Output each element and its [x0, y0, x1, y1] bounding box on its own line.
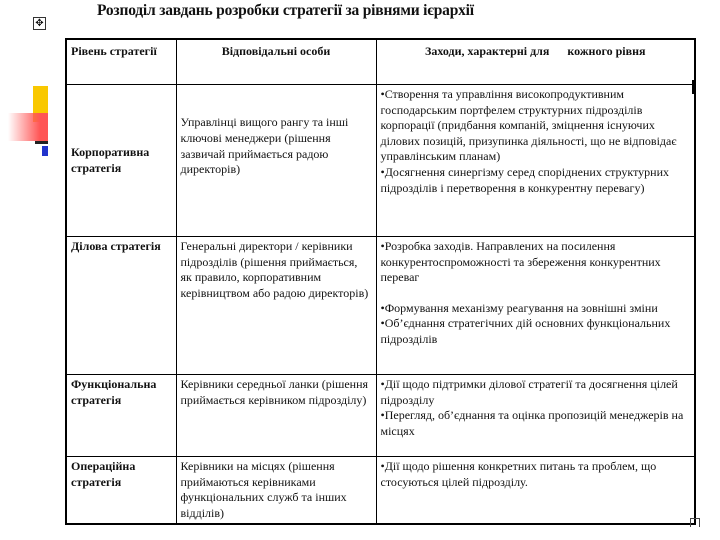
- persons-text: Управлінці вищого рангу та інші ключові менеджери (рішення зазвичай приймається радою директорів): [180, 115, 349, 177]
- level-cell: Ділова стратегія: [66, 237, 176, 375]
- level-cell: Корпоративна стратегія: [66, 85, 176, 237]
- measure-item: •Розробка заходів. Направлених на посилення конкурентоспроможності та збереження конкурентних переваг: [380, 239, 661, 285]
- table-row: [66, 457, 695, 525]
- measure-item: •Формування механізму реагування на зовнішні зміни: [380, 300, 658, 315]
- persons-cell: Керівники на місцях (рішення приймаються керівниками функціональних служб та інших відділів): [176, 457, 376, 525]
- decor-red-gradient: [8, 113, 48, 141]
- table-row: [66, 85, 695, 237]
- table-row: [66, 237, 695, 375]
- measures-cell: [376, 457, 695, 525]
- table-header-row: [66, 39, 695, 85]
- end-of-table-mark: [690, 518, 700, 527]
- measure-item: •Дії щодо підтримки ділової стратегії та досягнення цілей підрозділу: [380, 377, 678, 407]
- measure-item: •Досягнення синергізму серед споріднених структурних підрозділів і перетворення в конкурентну перевагу): [380, 164, 669, 195]
- measure-item: •Перегляд, об’єднання та оцінка пропозицій менеджерів на місцях: [380, 408, 684, 438]
- measure-item: •Створення та управління високопродуктивним господарським портфелем структурних підрозділів корпорації (придбання компаній, зміцнення існуючих ділових позицій, призупинка діяльності, що не відповідає управлінським планам): [380, 87, 677, 164]
- header-persons: Відповідальні особи: [176, 39, 376, 85]
- measures-cell: [376, 85, 695, 237]
- persons-cell: [176, 85, 376, 237]
- decor-blue-block: [42, 146, 48, 156]
- measure-item: •Об’єднання стратегічних дій основних функціональних підрозділів: [380, 316, 671, 346]
- table-row: [66, 375, 695, 457]
- page-title: Розподіл завдань розробки стратегії за рівнями ієрархії: [97, 2, 474, 19]
- persons-cell: Генеральні директори / керівники підрозділів (рішення приймається, як правило, корпоративним керівництвом або радою директорів): [176, 237, 376, 375]
- table-move-icon[interactable]: ✥: [33, 17, 46, 30]
- decor-dark-line: [35, 141, 48, 144]
- level-cell: Функціональна стратегія: [66, 375, 176, 457]
- strategy-table: [65, 38, 696, 525]
- header-measures: Заходи, характерні для кожного рівня: [376, 39, 695, 85]
- measure-item: •Дії щодо рішення конкретних питань та проблем, що стосуються цілей підрозділу.: [380, 459, 657, 489]
- measures-cell: [376, 375, 695, 457]
- persons-cell: Керівники середньої ланки (рішення приймається керівником підрозділу): [176, 375, 376, 457]
- header-level: Рівень стратегії: [66, 39, 176, 85]
- measures-cell: [376, 237, 695, 375]
- level-cell: Операційна стратегія: [66, 457, 176, 525]
